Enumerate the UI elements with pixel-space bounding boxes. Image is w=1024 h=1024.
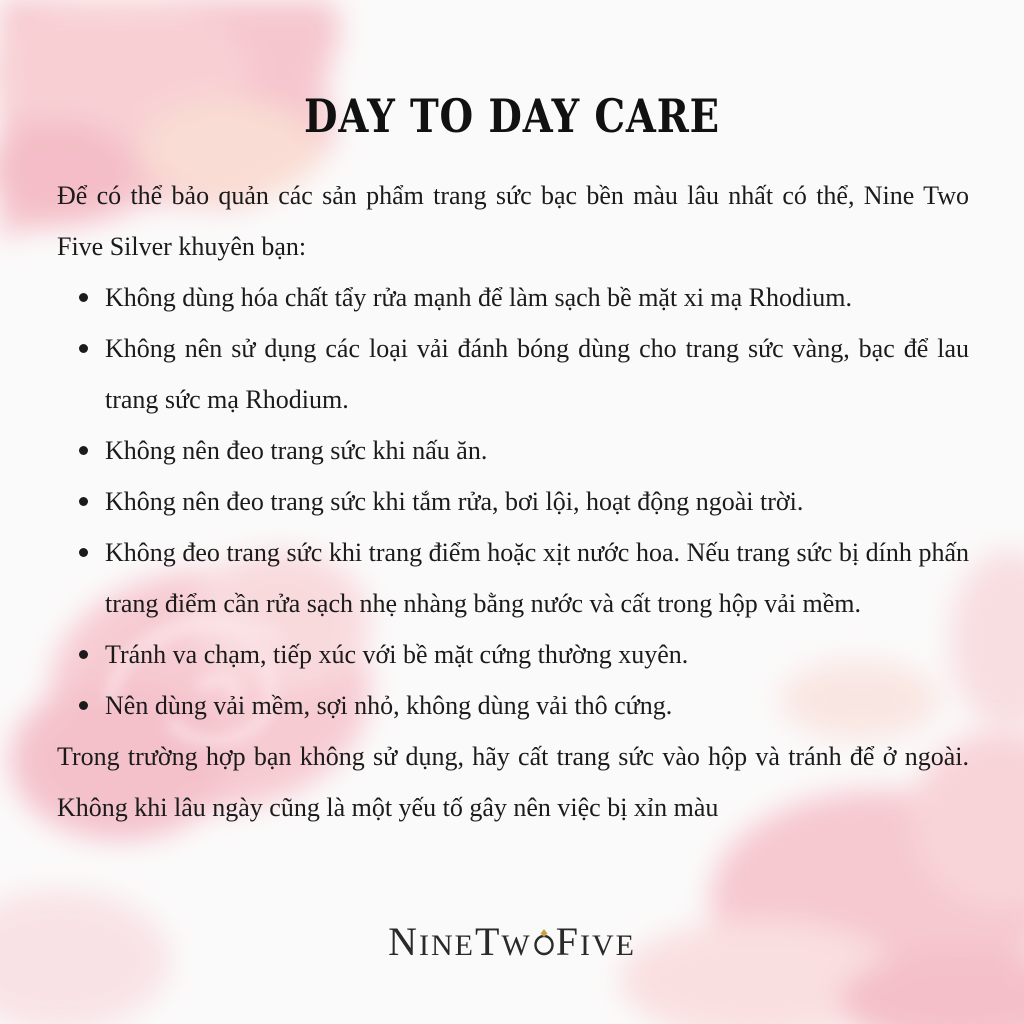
- list-item: [105, 272, 969, 323]
- bullet-icon: [79, 344, 88, 353]
- care-instructions: [57, 170, 969, 833]
- logo-letters: IVE: [579, 929, 636, 962]
- bullet-icon: [79, 548, 88, 557]
- tip-text: Không nên đeo trang sức khi tắm rửa, bơi lội, hoạt động ngoài trời.: [105, 487, 804, 516]
- logo-letters: INE: [418, 929, 475, 962]
- bullet-icon: [79, 446, 88, 455]
- bullet-icon: [79, 497, 88, 506]
- intro-paragraph: Để có thể bảo quản các sản phẩm trang sức bạc bền màu lâu nhất có thể, Nine Two Five Silver khuyên bạn:: [57, 181, 969, 261]
- logo-letter: N: [388, 919, 419, 964]
- logo-letters: W: [501, 929, 532, 962]
- bullet-icon: [79, 701, 88, 710]
- bullet-icon: [79, 650, 88, 659]
- list-item: [105, 425, 969, 476]
- list-item: [105, 323, 969, 425]
- list-item: [105, 476, 969, 527]
- list-item: [105, 527, 969, 629]
- tip-text: Nên dùng vải mềm, sợi nhỏ, không dùng vải thô cứng.: [105, 691, 673, 720]
- ring-icon: [533, 916, 555, 944]
- bullet-icon: [79, 293, 88, 302]
- brand-logo: [0, 912, 1024, 976]
- page-title: DAY TO DAY CARE: [304, 89, 720, 143]
- tip-text: Không nên sử dụng các loại vải đánh bóng dùng cho trang sức vàng, bạc để lau trang sức mạ Rhodium.: [105, 334, 969, 414]
- logo-letter: T: [474, 919, 502, 964]
- tip-text: Không dùng hóa chất tẩy rửa mạnh để làm sạch bề mặt xi mạ Rhodium.: [105, 283, 852, 312]
- tips-list: [57, 272, 969, 731]
- tip-text: Không nên đeo trang sức khi nấu ăn.: [105, 436, 488, 465]
- list-item: [105, 629, 969, 680]
- tip-text: Không đeo trang sức khi trang điểm hoặc xịt nước hoa. Nếu trang sức bị dính phấn trang điểm cần rửa sạch nhẹ nhàng bằng nước và cất trong hộp vải mềm.: [105, 538, 969, 618]
- tip-text: Tránh va chạm, tiếp xúc với bề mặt cứng thường xuyên.: [105, 640, 689, 669]
- closing-paragraph: Trong trường hợp bạn không sử dụng, hãy cất trang sức vào hộp và tránh để ở ngoài. Không khi lâu ngày cũng là một yếu tố gây nên việc bị xỉn màu: [57, 742, 969, 822]
- list-item: [105, 680, 969, 731]
- logo-letter: F: [555, 919, 580, 964]
